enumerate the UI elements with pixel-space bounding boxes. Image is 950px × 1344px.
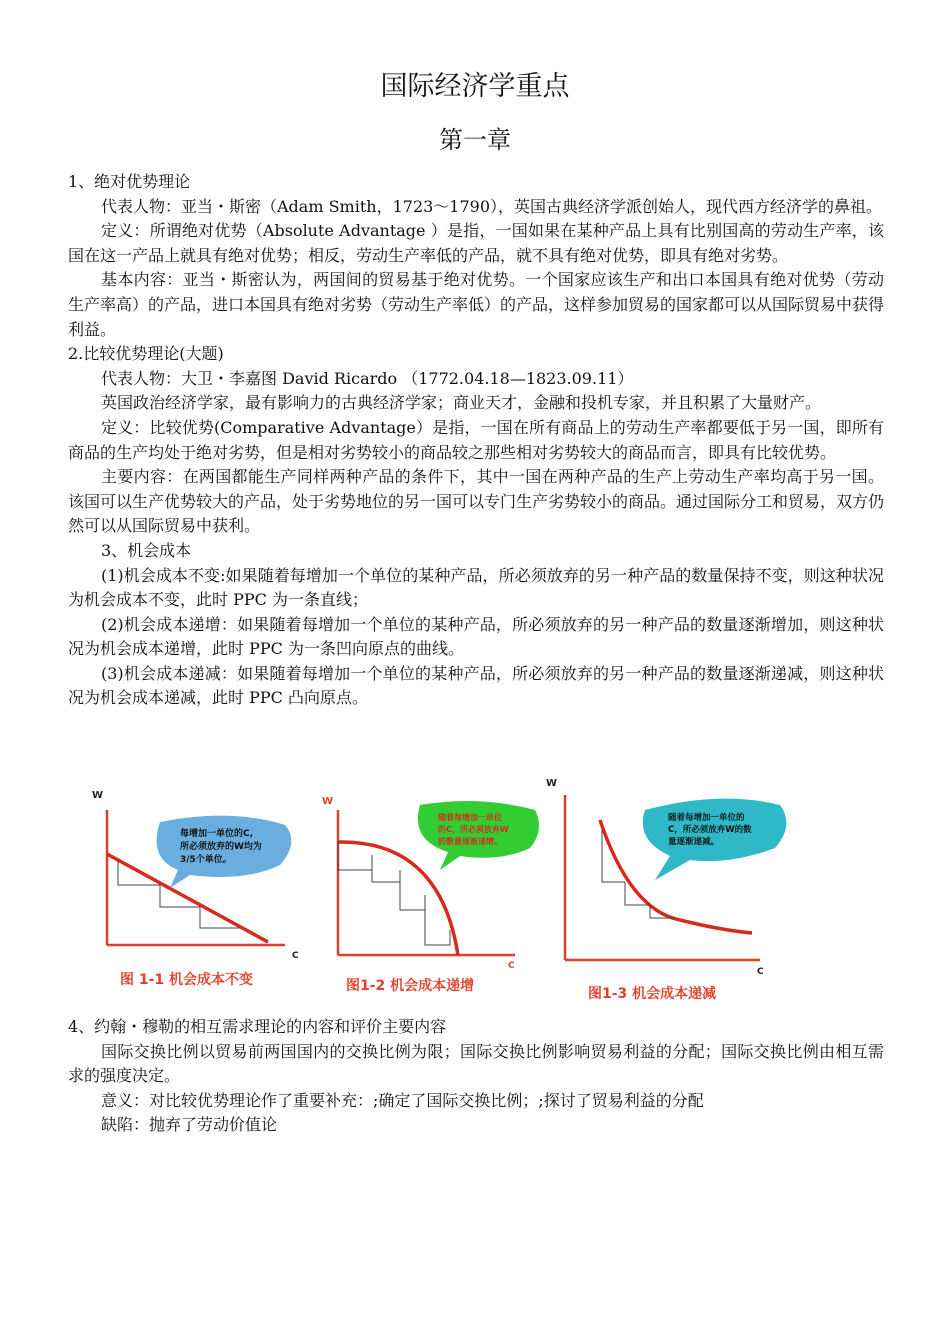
section-1-content: 基本内容：亚当・斯密认为，两国间的贸易基于绝对优势。一个国家应该生产和出口本国具有绝对优势（劳动生产率高）的产品，进口本国具有绝对劣势（劳动生产率低）的产品，这样参加贸易的国家都可以从国际贸易中获得利益。 <box>68 270 885 339</box>
fig2-w-label: W <box>322 796 334 807</box>
fig1-c-label: C <box>292 951 299 961</box>
fig2-steps <box>338 842 450 945</box>
section-3-item-3: (3)机会成本递减：如果随着每增加一个单位的某种产品，所必须放弃的另一种产品的数量逐渐递减，则这种状况为机会成本递减，此时 PPC 凸向原点。 <box>68 663 884 708</box>
fig1-caption: 图 1-1 机会成本不变 <box>120 972 254 988</box>
section-2-heading: 2.比较优势理论(大题) <box>68 344 224 364</box>
section-2-content: 主要内容：在两国都能生产同样两种产品的条件下，其中一国在两种产品的生产上劳动生产率均高于另一国。该国可以生产优势较大的产品，处于劣势地位的另一国可以专门生产劣势较小的商品。通过国际分工和贸易，双方仍然可以从国际贸易中获利。 <box>68 467 885 536</box>
figure-1-2 <box>322 796 539 994</box>
section-1-heading: 1、绝对优势理论 <box>68 172 191 191</box>
fig2-bubble-line-2: 的C，所必须放弃W <box>438 825 509 834</box>
page-title: 国际经济学重点 <box>380 71 570 102</box>
figure-1-1 <box>92 790 299 988</box>
section-4-flaw: 缺陷：抛弃了劳动价值论 <box>101 1115 278 1135</box>
fig1-bubble-line-2: 所必须放弃的W均为 <box>180 842 262 852</box>
fig2-caption: 图1-2 机会成本递增 <box>346 978 475 994</box>
fig3-bubble-line-3: 量逐渐递减。 <box>668 837 720 847</box>
fig3-c-label: C <box>757 967 764 977</box>
section-3-item-2: (2)机会成本递增：如果随着每增加一个单位的某种产品，所必须放弃的另一种产品的数量逐渐增加，则这种状况为机会成本递增，此时 PPC 为一条凹向原点的曲线。 <box>68 614 884 659</box>
fig2-bubble-line-1: 随着每增加一单位 <box>438 813 502 822</box>
section-3-heading: 3、机会成本 <box>101 540 192 560</box>
section-1-representative: 代表人物：亚当・斯密（Adam Smith，1723～1790），英国古典经济学派创始人，现代西方经济学的鼻祖。 <box>101 196 883 216</box>
fig1-bubble-line-3: 3/5个单位。 <box>180 855 232 865</box>
fig3-bubble-line-2: C，所必须放弃W的数 <box>668 825 752 835</box>
ppc-figures <box>0 770 950 1010</box>
fig2-speech-bubble <box>418 801 539 870</box>
section-4-meaning: 意义：对比较优势理论作了重要补充：;确定了国际交换比例；;探讨了贸易利益的分配 <box>101 1090 704 1110</box>
section-2-representative: 代表人物：大卫・李嘉图 David Ricardo （1772.04.18—1823.09.11） <box>101 368 634 388</box>
fig2-c-label: C <box>508 961 515 971</box>
fig2-bubble-line-3: 的数量逐渐递增。 <box>438 837 502 846</box>
fig3-bubble-line-1: 随着每增加一单位的 <box>668 813 745 823</box>
fig2-ppc-curve <box>338 842 458 955</box>
section-3-item-1: (1)机会成本不变:如果随着每增加一个单位的某种产品，所必须放弃的另一种产品的数量保持不变，则这种状况为机会成本不变，此时 PPC 为一条直线； <box>68 565 884 610</box>
section-4-content: 国际交换比例以贸易前两国国内的交换比例为限；国际交换比例影响贸易利益的分配；国际交换比例由相互需求的强度决定。 <box>68 1041 884 1086</box>
fig2-bubble-text <box>438 812 512 846</box>
fig3-w-label: W <box>546 778 558 789</box>
section-1-definition: 定义：所谓绝对优势（Absolute Advantage ）是指，一国如果在某种产品上具有比别国高的劳动生产率，该国在这一产品上就具有绝对优势；相反，劳动生产率低的产品，就不具有绝对优势，即具有绝对劣势。 <box>68 221 884 265</box>
main-text <box>68 170 884 711</box>
section-4-heading: 4、约翰・穆勒的相互需求理论的内容和评价主要内容 <box>68 1017 447 1036</box>
figure-1-3 <box>546 778 786 1002</box>
fig3-caption: 图1-3 机会成本递减 <box>588 986 717 1002</box>
section-2-biography: 英国政治经济学家，最有影响力的古典经济学家；商业天才，金融和投机专家，并且积累了大量财产。 <box>101 393 822 413</box>
fig1-w-label: W <box>92 790 104 801</box>
section-2-definition: 定义：比较优势(Comparative Advantage）是指，一国在所有商品上的劳动生产率都要低于另一国，即所有商品的生产均处于绝对劣势，但是相对劣势较小的商品较之那些相对劣势较大的商品而言，即具有比较优势。 <box>68 417 884 462</box>
section-4-text <box>68 1015 884 1138</box>
fig1-bubble-line-1: 每增加一单位的C, <box>180 829 254 839</box>
chapter-heading: 第一章 <box>439 126 511 154</box>
